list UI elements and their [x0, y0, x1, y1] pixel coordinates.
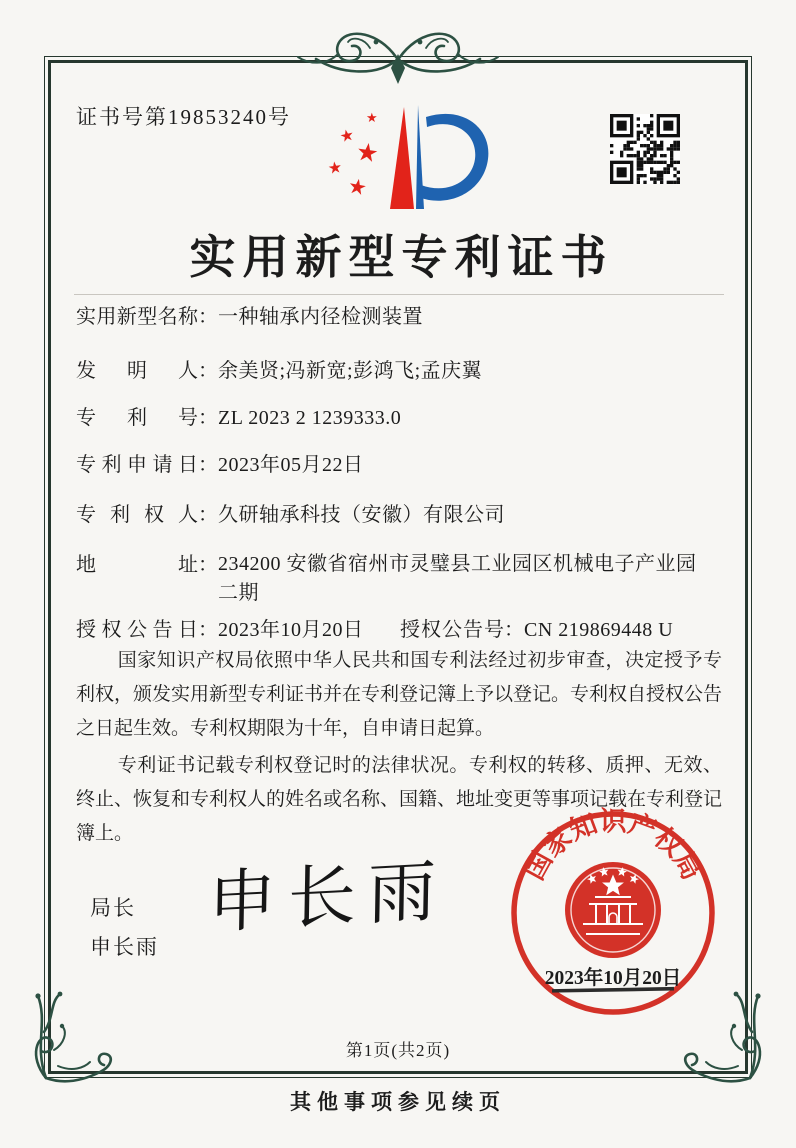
continuation-note: 其他事项参见续页 — [290, 1090, 506, 1114]
logo-star-icon: ★ — [338, 126, 356, 147]
logo-star-icon: ★ — [354, 138, 381, 169]
field-label: 实用新型名称 — [76, 306, 198, 328]
field-label: 发明人 — [76, 360, 198, 382]
field-label: 地址 — [76, 554, 198, 576]
field-colon: ： — [198, 306, 218, 328]
field-value-grant-date: 2023年10月20日 — [218, 619, 364, 641]
logo-star-icon: ★ — [366, 110, 378, 125]
seal-date: 2023年10月20日 — [544, 968, 682, 989]
field-label: 专利申请日 — [76, 454, 198, 476]
page-number: 第1页(共2页) — [345, 1041, 451, 1060]
title-divider — [74, 294, 724, 295]
field-value-address: 234200 安徽省宿州市灵璧县工业园区机械电子产业园二期 — [218, 553, 697, 604]
logo-nib-and-p — [326, 103, 502, 217]
field-row-name — [76, 302, 724, 332]
certificate-title: 实用新型专利证书 — [189, 232, 614, 283]
field-row-inventor — [76, 356, 724, 386]
field-colon: ： — [198, 454, 218, 476]
certificate-number: 证书号第19853240号 — [76, 105, 291, 129]
field-colon: ： — [198, 554, 218, 576]
field-row-patentee — [76, 500, 724, 530]
field-colon: ： — [198, 407, 218, 429]
logo-star-icon: ★ — [346, 173, 369, 201]
field-colon: ： — [198, 504, 218, 526]
legal-paragraph-2: 专利证书记载专利权登记时的法律状况。专利权的转移、质押、无效、终止、恢复和专利权人的姓名或名称、国籍、地址变更等事项记载在专利登记簿上。 — [76, 755, 723, 844]
legal-paragraph-1: 国家知识产权局依照中华人民共和国专利法经过初步审查，决定授予专利权，颁发实用新型专利证书并在专利登记簿上予以登记。专利权自授权公告之日起生效。专利权期限为十年，自申请日起算。 — [76, 650, 723, 739]
signer-name: 申长雨 — [90, 935, 159, 959]
field-label: 专利权人 — [76, 504, 198, 526]
field-label: 授权公告日 — [76, 619, 198, 641]
signer-title: 局长 — [90, 896, 136, 920]
field-colon: ： — [198, 619, 218, 641]
field-value-filing-date: 2023年05月22日 — [218, 454, 364, 476]
field-value-name: 一种轴承内径检测装置 — [218, 306, 423, 328]
fields-section — [76, 302, 724, 645]
field-row-patent-number — [76, 403, 724, 433]
field-row-filing-date — [76, 450, 724, 480]
field-value-grant-number: CN 219869448 U — [524, 619, 674, 641]
field-value-patent-number: ZL 2023 2 1239333.0 — [218, 407, 402, 429]
logo-star-icon: ★ — [326, 159, 344, 178]
field-value-inventor: 余美贤;冯新宽;彭鸿飞;孟庆翼 — [218, 360, 483, 382]
handwritten-signature: 申长雨 — [207, 852, 449, 942]
qr-code-icon — [610, 114, 680, 184]
field-colon: ： — [198, 360, 218, 382]
field-row-address — [76, 550, 724, 608]
national-emblem-icon — [565, 862, 661, 958]
seal-org-arc-text: 国家知识产权局 — [518, 806, 708, 885]
field-label: 授权公告号 — [400, 619, 504, 641]
field-row-grant — [76, 615, 724, 645]
field-label: 专利号 — [76, 407, 198, 429]
cnipa-logo-icon — [326, 103, 502, 217]
field-colon: ： — [504, 619, 524, 641]
field-value-patentee: 久研轴承科技（安徽）有限公司 — [218, 504, 505, 526]
official-seal — [506, 806, 720, 1020]
top-flourish-ornament — [278, 24, 518, 88]
